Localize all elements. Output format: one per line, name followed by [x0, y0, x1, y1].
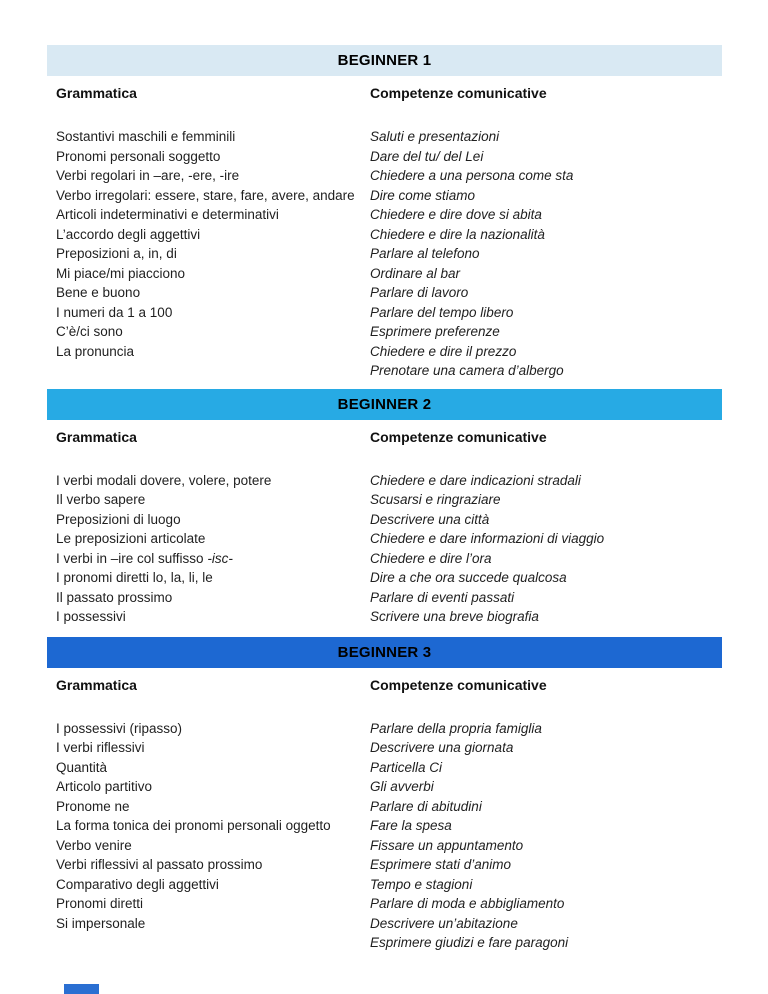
- competence-item: Chiedere e dire dove si abita: [370, 207, 542, 222]
- grammar-item: Pronomi diretti: [56, 896, 144, 911]
- competence-item: Ordinare al bar: [370, 265, 461, 281]
- section-title: BEGINNER 2: [337, 395, 432, 413]
- competence-item: Dare del tu/ del Lei: [370, 148, 484, 164]
- competence-item: Esprimere stati d’animo: [370, 857, 512, 872]
- competence-item: Fissare un appuntamento: [370, 837, 524, 853]
- competence-item: Chiedere e dare indicazioni stradali: [370, 472, 581, 488]
- competence-item: Scrivere una breve biografia: [370, 609, 539, 624]
- document-page: [47, 45, 722, 953]
- grammar-item: Preposizioni a, in, di: [56, 246, 177, 261]
- grammar-item: I verbi modali dovere, volere, potere: [56, 472, 272, 488]
- competence-item: Dire a che ora succede qualcosa: [370, 570, 567, 585]
- grammar-item: Si impersonale: [56, 915, 146, 931]
- grammar-item: Articolo partitivo: [56, 779, 153, 794]
- partial-next-section-bar: [64, 984, 99, 994]
- competence-item: Saluti e presentazioni: [370, 129, 500, 144]
- grammar-item: Verbo irregolari: essere, stare, fare, avere, andare: [56, 187, 355, 203]
- competence-item: Gli avverbi: [370, 779, 434, 794]
- competence-item: Esprimere preferenze: [370, 324, 500, 339]
- grammar-column-header: Grammatica: [56, 676, 137, 693]
- competence-item: Chiedere a una persona come sta: [370, 168, 574, 183]
- grammar-item: La pronuncia: [56, 343, 135, 359]
- competence-item: Chiedere e dire il prezzo: [370, 343, 517, 359]
- grammar-item-segment: I verbi in –ire col suffisso: [56, 550, 208, 566]
- course-level-section: [47, 637, 722, 953]
- competences-column: [370, 420, 715, 627]
- competence-item: Dire come stiamo: [370, 187, 476, 203]
- competence-item: Parlare di abitudini: [370, 798, 482, 814]
- section-header-bar: [47, 637, 722, 668]
- competence-item: Parlare della propria famiglia: [370, 720, 542, 736]
- section-header-bar: [47, 389, 722, 420]
- grammar-item: La forma tonica dei pronomi personali oggetto: [56, 818, 331, 833]
- course-level-section: [47, 389, 722, 627]
- competence-item: Chiedere e dare informazioni di viaggio: [370, 531, 605, 546]
- grammar-item: Verbo venire: [56, 837, 132, 853]
- section-columns: [47, 76, 722, 381]
- grammar-item: Il passato prossimo: [56, 589, 173, 605]
- section-title: BEGINNER 1: [337, 52, 432, 69]
- grammar-item-segment: -isc-: [207, 550, 233, 566]
- competence-item: Particella Ci: [370, 759, 443, 775]
- competence-item: Tempo e stagioni: [370, 876, 473, 892]
- grammar-item: Articoli indeterminativi e determinativi: [56, 207, 279, 222]
- competence-item: Parlare del tempo libero: [370, 304, 514, 320]
- competence-item: Scusarsi e ringraziare: [370, 492, 501, 507]
- competence-item: Descrivere un’abitazione: [370, 915, 518, 931]
- competence-item: Chiedere e dire la nazionalità: [370, 226, 545, 242]
- competence-item: Chiedere e dire l’ora: [370, 550, 492, 566]
- competence-item: Parlare di eventi passati: [370, 589, 515, 605]
- competences-column-items: [370, 127, 715, 381]
- grammar-item: Verbi regolari in –are, -ere, -ire: [56, 168, 240, 183]
- grammar-item: I possessivi (ripasso): [56, 720, 183, 736]
- section-columns: [47, 668, 722, 953]
- grammar-item: [56, 549, 366, 569]
- section-header-bar: [47, 45, 722, 76]
- section-title: BEGINNER 3: [337, 643, 432, 661]
- competence-item: Parlare di lavoro: [370, 285, 469, 300]
- competence-item: Parlare di moda e abbigliamento: [370, 896, 565, 911]
- competence-item: Descrivere una giornata: [370, 740, 514, 755]
- competences-column: [370, 668, 715, 953]
- grammar-item: Le preposizioni articolate: [56, 531, 206, 546]
- grammar-item: Verbi riflessivi al passato prossimo: [56, 857, 263, 872]
- competence-item: Prenotare una camera d’albergo: [370, 363, 564, 378]
- grammar-column-header: Grammatica: [56, 85, 137, 101]
- section-columns: [47, 420, 722, 627]
- grammar-item: Pronome ne: [56, 798, 130, 814]
- grammar-item: Preposizioni di luogo: [56, 511, 181, 527]
- competence-item: Esprimere giudizi e fare paragoni: [370, 935, 569, 950]
- grammar-column: [56, 76, 366, 361]
- competences-column-items: [370, 471, 715, 627]
- grammar-column-items: [56, 127, 366, 361]
- grammar-item: Pronomi personali soggetto: [56, 148, 221, 164]
- competence-item: Parlare al telefono: [370, 246, 480, 261]
- grammar-item: I possessivi: [56, 609, 126, 624]
- course-level-section: [47, 45, 722, 381]
- grammar-item: Il verbo sapere: [56, 492, 146, 507]
- grammar-item: I verbi riflessivi: [56, 740, 145, 755]
- grammar-column-items: [56, 471, 366, 627]
- grammar-item: I pronomi diretti lo, la, li, le: [56, 570, 213, 585]
- grammar-item: C’è/ci sono: [56, 324, 123, 339]
- competences-column-header: Competenze comunicative: [370, 428, 547, 445]
- grammar-column: [56, 420, 366, 627]
- competences-column: [370, 76, 715, 381]
- grammar-item: Comparativo degli aggettivi: [56, 876, 219, 892]
- grammar-column-header: Grammatica: [56, 428, 137, 445]
- competences-column-header: Competenze comunicative: [370, 85, 547, 101]
- competence-item: Fare la spesa: [370, 818, 452, 833]
- grammar-column-items: [56, 719, 366, 934]
- grammar-item: Bene e buono: [56, 285, 141, 300]
- grammar-item: I numeri da 1 a 100: [56, 304, 173, 320]
- grammar-item: Quantità: [56, 759, 108, 775]
- grammar-column: [56, 668, 366, 934]
- competence-item: Descrivere una città: [370, 511, 490, 527]
- competences-column-items: [370, 719, 715, 953]
- grammar-item: Sostantivi maschili e femminili: [56, 129, 236, 144]
- competences-column-header: Competenze comunicative: [370, 676, 547, 693]
- grammar-item: L’accordo degli aggettivi: [56, 226, 201, 242]
- grammar-item: Mi piace/mi piacciono: [56, 265, 186, 281]
